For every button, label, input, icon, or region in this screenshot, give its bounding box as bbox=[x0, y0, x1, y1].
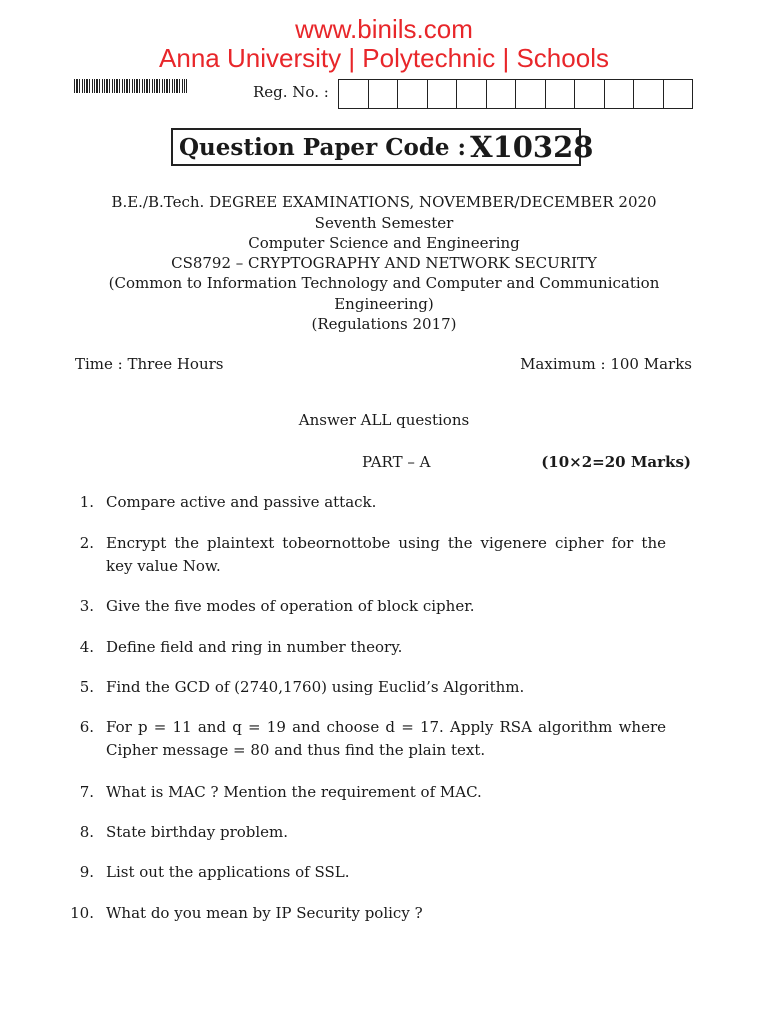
reg-box bbox=[457, 80, 487, 108]
exam-max-marks: Maximum : 100 Marks bbox=[520, 355, 692, 373]
question-text: Give the five modes of operation of block cipher. bbox=[106, 597, 475, 615]
reg-number-boxes bbox=[338, 79, 693, 109]
question-number: 7. bbox=[79, 783, 94, 801]
question-text: Find the GCD of (2740,1760) using Euclid’s Algorithm. bbox=[106, 678, 525, 696]
question-number: 5. bbox=[79, 678, 94, 696]
barcode-image bbox=[74, 79, 187, 93]
question-number: 4. bbox=[79, 638, 94, 656]
exam-subject: CS8792 – CRYPTOGRAPHY AND NETWORK SECURITY bbox=[171, 254, 597, 272]
reg-box bbox=[575, 80, 605, 108]
reg-box bbox=[487, 80, 517, 108]
reg-box bbox=[398, 80, 428, 108]
reg-box bbox=[546, 80, 576, 108]
reg-box bbox=[428, 80, 458, 108]
question-number: 6. bbox=[79, 718, 94, 736]
exam-time: Time : Three Hours bbox=[75, 355, 224, 373]
question-number: 8. bbox=[79, 823, 94, 841]
watermark-site: www.binils.com bbox=[295, 14, 473, 44]
reg-box bbox=[605, 80, 635, 108]
exam-common-line1: (Common to Information Technology and Computer and Communication bbox=[108, 274, 660, 292]
part-a-title: PART – A bbox=[362, 453, 431, 471]
question-number: 1. bbox=[79, 493, 94, 511]
question-paper-code-label: Question Paper Code : bbox=[179, 133, 467, 161]
question-text: Define field and ring in number theory. bbox=[106, 638, 403, 656]
part-a-marks: (10×2=20 Marks) bbox=[541, 453, 691, 471]
exam-common-line2: Engineering) bbox=[334, 295, 434, 313]
reg-box bbox=[516, 80, 546, 108]
question-text: List out the applications of SSL. bbox=[106, 863, 350, 881]
exam-semester: Seventh Semester bbox=[314, 214, 454, 232]
reg-box bbox=[634, 80, 664, 108]
exam-regulations: (Regulations 2017) bbox=[311, 315, 457, 333]
question-text: Compare active and passive attack. bbox=[106, 493, 377, 511]
exam-degree: B.E./B.Tech. DEGREE EXAMINATIONS, NOVEMBER/DECEMBER 2020 bbox=[111, 193, 657, 211]
exam-branch: Computer Science and Engineering bbox=[248, 234, 520, 252]
reg-number-label: Reg. No. : bbox=[253, 83, 329, 101]
question-text: What is MAC ? Mention the requirement of MAC. bbox=[106, 783, 482, 801]
question-number: 3. bbox=[79, 597, 94, 615]
reg-box bbox=[339, 80, 369, 108]
question-text: For p = 11 and q = 19 and choose d = 17. Apply RSA algorithm where Cipher message = 80 and thus find the plain text. bbox=[106, 718, 666, 759]
question-paper-code-box bbox=[171, 128, 594, 166]
question-number: 10. bbox=[70, 904, 94, 922]
question-text: State birthday problem. bbox=[106, 823, 289, 841]
watermark-tagline: Anna University | Polytechnic | Schools bbox=[159, 43, 609, 73]
question-number: 2. bbox=[79, 534, 94, 552]
question-text: What do you mean by IP Security policy ? bbox=[106, 904, 423, 922]
question-paper-code-value: X10328 bbox=[470, 130, 594, 164]
question-number: 9. bbox=[79, 863, 94, 881]
reg-box bbox=[664, 80, 694, 108]
reg-box bbox=[369, 80, 399, 108]
question-text: Encrypt the plaintext tobeornottobe using the vigenere cipher for the key value Now. bbox=[106, 534, 666, 575]
instruction: Answer ALL questions bbox=[298, 411, 470, 429]
